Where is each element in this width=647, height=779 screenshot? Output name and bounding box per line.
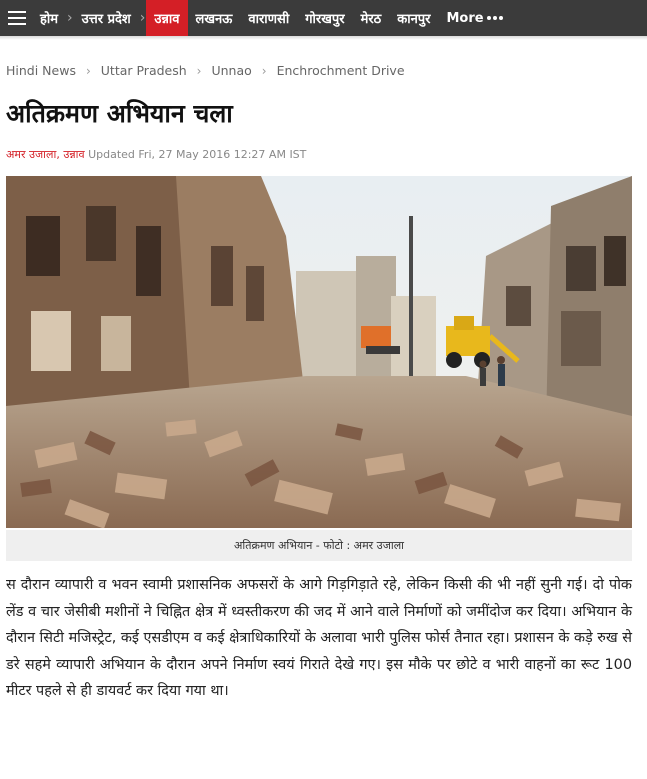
image-caption: अतिक्रमण अभियान - फोटो : अमर उजाला xyxy=(6,530,632,561)
article-title: अतिक्रमण अभियान चला xyxy=(6,99,233,128)
nav-item-home[interactable]: होम xyxy=(40,12,59,27)
nav-item-unnao[interactable]: उन्नाव xyxy=(146,0,187,36)
nav-item-uttar-pradesh[interactable]: उत्तर प्रदेश xyxy=(81,12,131,27)
chevron-right-icon: › xyxy=(196,63,202,78)
nav-chevron-icon: › xyxy=(67,10,73,26)
nav-item-kanpur[interactable]: कानपुर xyxy=(397,12,431,27)
chevron-right-icon: › xyxy=(85,63,91,78)
article-photo xyxy=(6,176,632,528)
breadcrumb-link-hindi-news[interactable]: Hindi News xyxy=(6,63,76,78)
nav-chevron-icon: › xyxy=(139,10,146,26)
updated-timestamp: Updated Fri, 27 May 2016 12:27 AM IST xyxy=(88,148,307,161)
breadcrumb-link-uttar-pradesh[interactable]: Uttar Pradesh xyxy=(100,63,187,78)
more-dots-icon xyxy=(487,16,503,20)
hamburger-menu-icon[interactable] xyxy=(2,0,32,36)
nav-item-meerut[interactable]: मेरठ xyxy=(360,12,382,27)
nav-item-varanasi[interactable]: वाराणसी xyxy=(248,12,290,27)
article-body: स दौरान व्यापारी व भवन स्वामी प्रशासनिक अफसरों के आगे गिड़गिड़ाते रहे, लेकिन किसी की भी नहीं सुनी गई। दो पोक लेंड व चार जेसीबी मशीनों ने चिह्नित क्षेत्र में ध्वस्तीकरण की जद में आने वाले निर्माणों को जमींदोज कर दिया। अभियान के दौरान सिटी मजिस्ट्रेट, कई एसडीएम व कई क्षेत्राधिकारियों के अलावा भारी पुलिस फोर्स तैनात रहा। प्रशासन के कड़े रुख से डरे सहमे व्यापारी अभियान के दौरान अपने निर्माण स्वयं गिराते देखे गए। इस मौके पर छोटे व भारी वाहनों का रूट 100 मीटर पहले से ही डायवर्ट कर दिया गया था। xyxy=(6,577,632,699)
more-menu-button[interactable] xyxy=(439,0,511,36)
chevron-right-icon: › xyxy=(261,63,267,78)
nav-item-gorakhpur[interactable]: गोरखपुर xyxy=(305,12,345,27)
article-byline xyxy=(6,147,306,162)
breadcrumb-link-unnao[interactable]: Unnao xyxy=(211,63,252,78)
demolition-photo-image xyxy=(6,176,632,528)
breadcrumb-current-page: Enchrochment Drive xyxy=(276,63,405,78)
top-navigation-bar xyxy=(0,0,647,36)
nav-item-lucknow[interactable]: लखनऊ xyxy=(195,12,233,27)
nav-shadow xyxy=(0,36,647,40)
breadcrumb xyxy=(6,63,405,78)
more-label: More xyxy=(446,10,484,26)
author-link[interactable]: अमर उजाला, उन्नाव xyxy=(6,148,85,161)
